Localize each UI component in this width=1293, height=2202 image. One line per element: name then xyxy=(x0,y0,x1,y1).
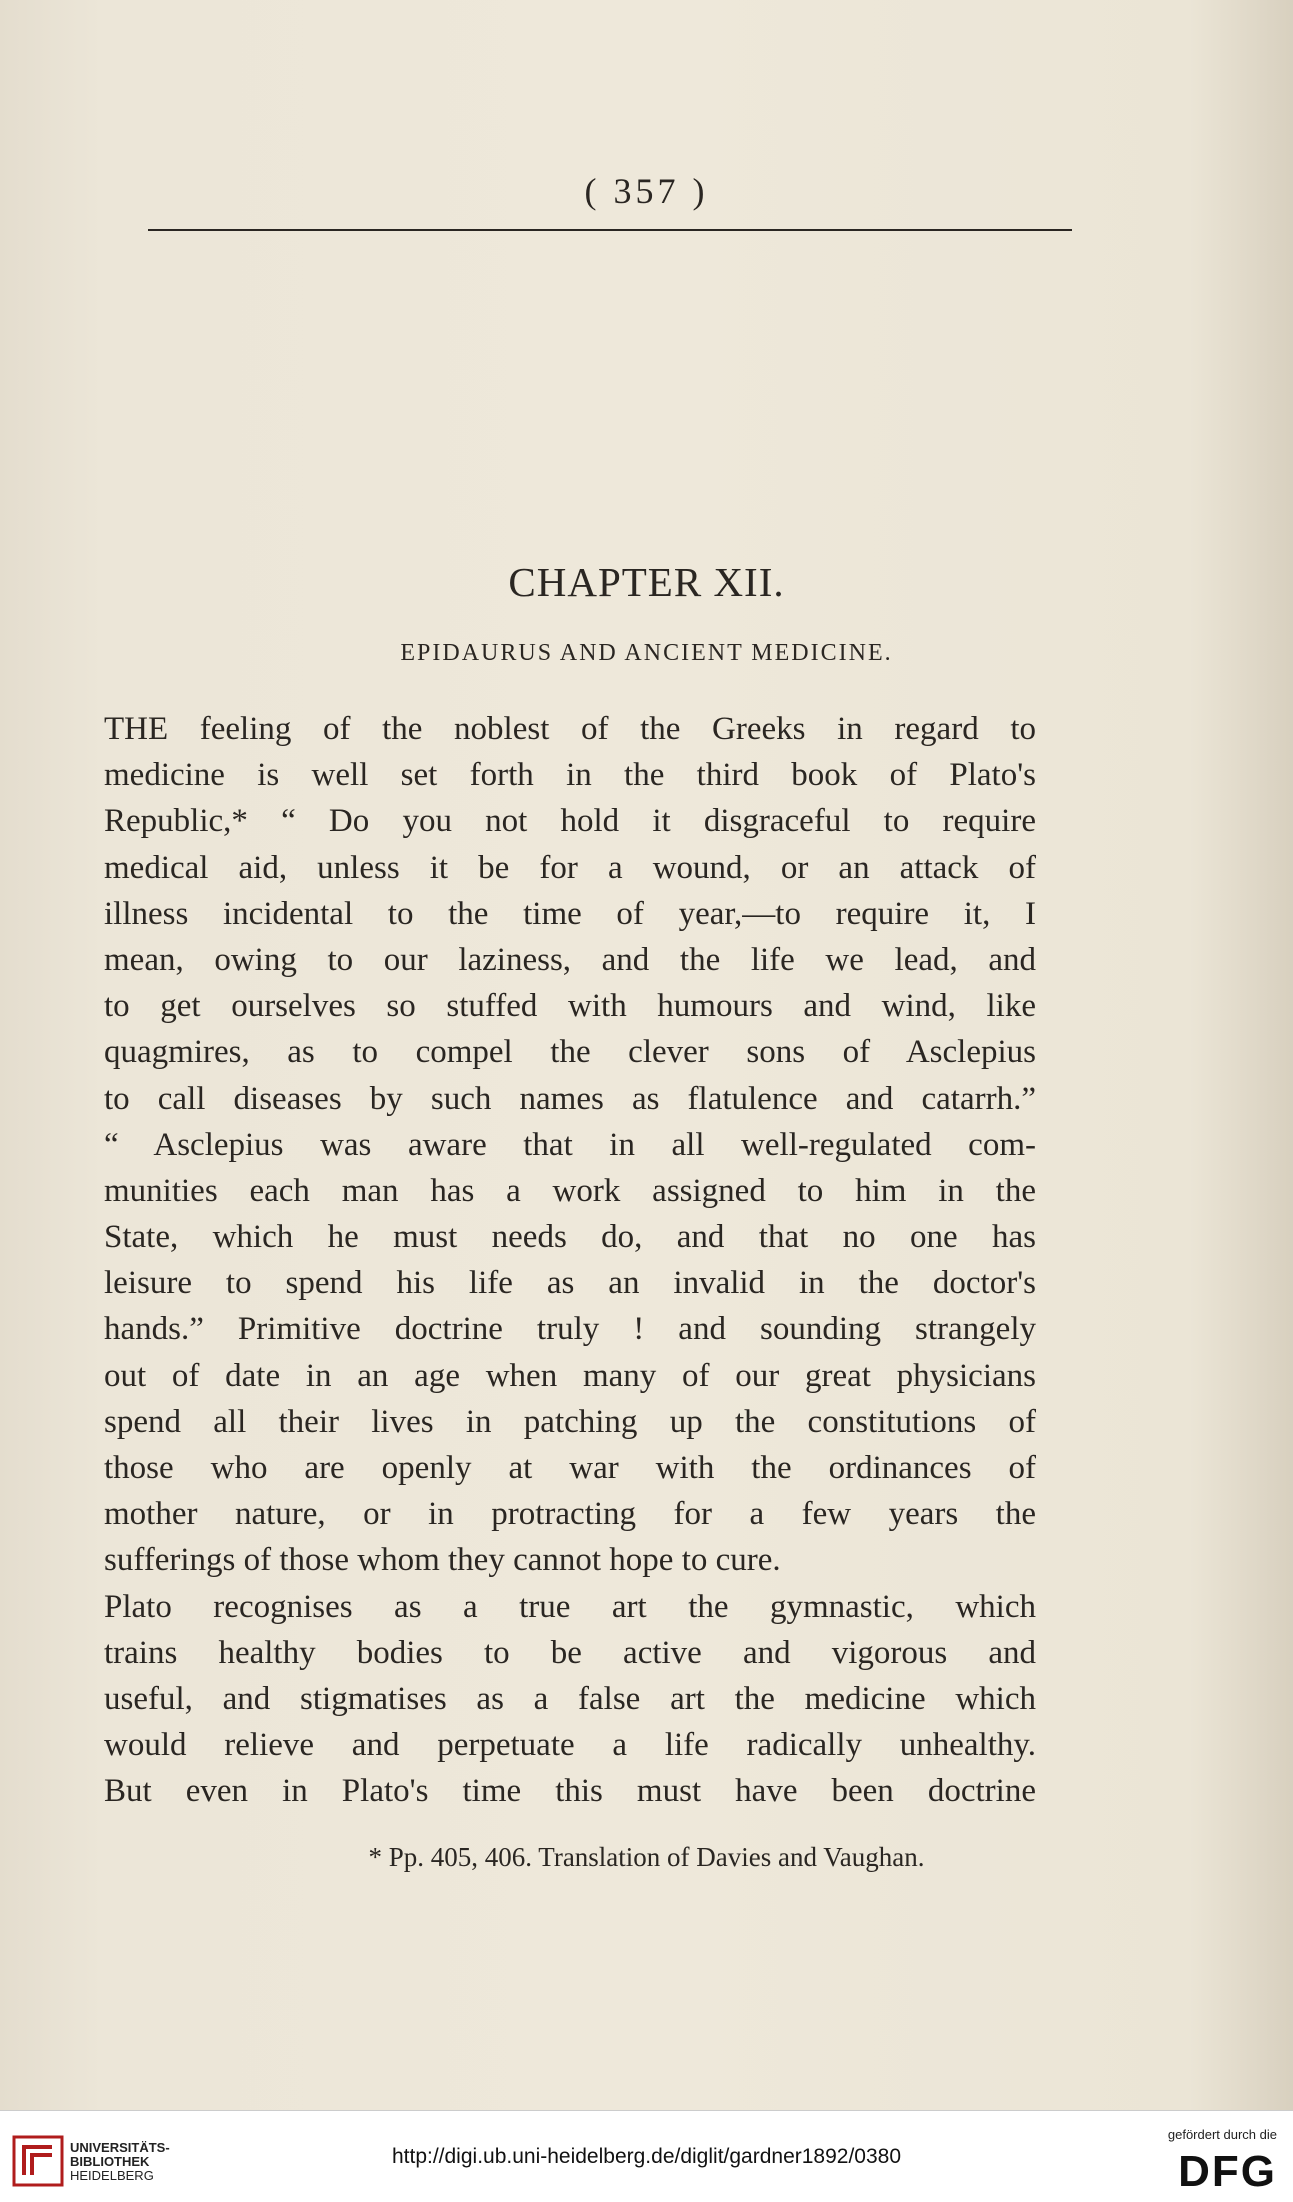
body-text xyxy=(104,706,1036,1815)
funding-note: gefördert durch die xyxy=(1167,2127,1277,2142)
text-line: useful, and stigmatises as a false art the medicine which xyxy=(104,1680,1036,1717)
chapter-title: CHAPTER XII. xyxy=(508,559,785,605)
text-line: quagmires, as to compel the clever sons of Asclepius xyxy=(104,1034,1036,1071)
library-name-line3: HEIDELBERG xyxy=(70,2168,154,2183)
permalink[interactable]: http://digi.ub.uni-heidelberg.de/diglit/gardner1892/0380 xyxy=(391,2145,902,2168)
text-line: to get ourselves so stuffed with humours and wind, like xyxy=(104,988,1036,1025)
dfg-logo: DFG xyxy=(1178,2147,1277,2196)
text-line: spend all their lives in patching up the constitutions of xyxy=(104,1403,1036,1440)
text-line: munities each man has a work assigned to him in the xyxy=(104,1172,1036,1209)
page-number: ( 357 ) xyxy=(584,171,709,211)
footnote: * Pp. 405, 406. Translation of Davies and Vaughan. xyxy=(368,1842,925,1872)
library-name-line2: BIBLIOTHEK xyxy=(70,2154,150,2169)
text-line: those who are openly at war with the ordinances of xyxy=(104,1450,1036,1486)
text-line: medicine is well set forth in the third book of Plato's xyxy=(104,757,1036,794)
text-line: But even in Plato's time this must have been doctrine xyxy=(104,1773,1036,1810)
text-line: mother nature, or in protracting for a few years the xyxy=(104,1496,1036,1533)
header-rule xyxy=(148,229,1072,231)
text-line: leisure to spend his life as an invalid in the doctor's xyxy=(104,1265,1036,1302)
text-line: “ Asclepius was aware that in all well-regulated com- xyxy=(104,1126,1036,1163)
text-line: illness incidental to the time of year,—to require it, I xyxy=(104,895,1036,932)
text-line: State, which he must needs do, and that no one has xyxy=(104,1219,1036,1256)
text-line: out of date in an age when many of our great physicians xyxy=(104,1357,1036,1394)
text-line: medical aid, unless it be for a wound, or an attack of xyxy=(104,849,1036,886)
library-name-line1: UNIVERSITÄTS- xyxy=(70,2140,170,2155)
chapter-subtitle: EPIDAURUS AND ANCIENT MEDICINE. xyxy=(400,640,893,666)
text-line: to call diseases by such names as flatulence and catarrh.” xyxy=(104,1080,1036,1117)
text-line: hands.” Primitive doctrine truly ! and sounding strangely xyxy=(104,1311,1036,1348)
text-line: THE feeling of the noblest of the Greeks in regard to xyxy=(104,711,1036,747)
text-line: Plato recognises as a true art the gymnastic, which xyxy=(104,1588,1036,1625)
text-line: Republic,* “ Do you not hold it disgraceful to require xyxy=(104,803,1036,840)
text-line: mean, owing to our laziness, and the life we lead, and xyxy=(104,941,1036,978)
text-line: sufferings of those whom they cannot hope to cure. xyxy=(104,1542,781,1579)
viewer-footer xyxy=(0,2110,1293,2202)
text-line: trains healthy bodies to be active and vigorous and xyxy=(104,1634,1036,1671)
text-line: would relieve and perpetuate a life radically unhealthy. xyxy=(104,1727,1036,1764)
